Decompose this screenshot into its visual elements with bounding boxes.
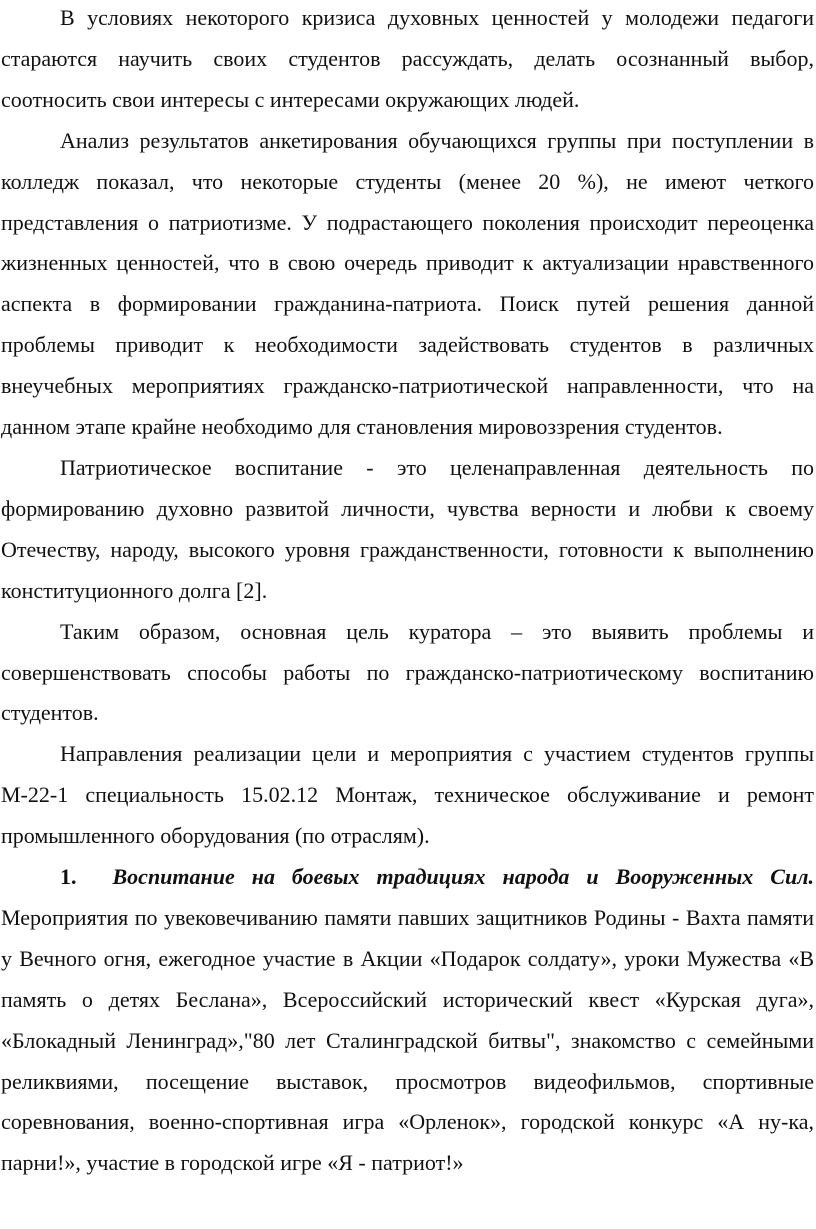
list-item-title: Воспитание на боевых традициях народа и Вооруженных Сил.: [112, 864, 814, 890]
paragraph-intro: В условиях некоторого кризиса духовных ценностей у молодежи педагоги стараются научить своих студентов рассуждать, делать осознанный выбор, соотносить свои интересы с интересами окружающих людей.: [1, 5, 814, 112]
paragraph-curator-goal: Таким образом, основная цель куратора – это выявить проблемы и совершенствовать способы работы по гражданско-патриотическому воспитанию студентов.: [1, 618, 814, 726]
list-item-1: [1, 857, 814, 1184]
paragraph-directions: Направления реализации цели и мероприятия с участием студентов группы М-22-1 специальность 15.02.12 Монтаж, техническое обслуживание и ремонт промышленного оборудования (по отраслям).: [1, 741, 814, 849]
paragraph-patriotic-definition: Патриотическое воспитание - это целенаправленная деятельность по формированию духовно развитой личности, чувства верности и любви к своему Отечеству, народу, высокого уровня гражданственности, готовности к выполнению конституционного долга [2].: [1, 454, 814, 603]
list-item-number: 1.: [60, 864, 77, 890]
paragraph-survey-analysis: Анализ результатов анкетирования обучающихся группы при поступлении в колледж показал, что некоторые студенты (менее 20 %), не имеют четкого представления о патриотизме. У подрастающего поколения происходит переоценка жизненных ценностей, что в свою очередь приводит к актуализации нравственного аспекта в формировании гражданина-патриота. Поиск путей решения данной проблемы приводит к необходимости задействовать студентов в различных внеучебных мероприятиях гражданско-патриотической направленности, что на данном этапе крайне необходимо для становления мировоззрения студентов.: [1, 127, 814, 440]
list-item-text: Мероприятия по увековечиванию памяти павших защитников Родины - Вахта памяти у Вечного огня, ежегодное участие в Акции «Подарок солдату», уроки Мужества «В память о детях Беслана», Всероссийский исторический квест «Курская дуга», «Блокадный Ленинград»,"80 лет Сталинградской битвы", знакомство с семейными реликвиями, посещение выставок, просмотров видеофильмов, спортивные соревнования, военно-спортивная игра «Орленок», городской конкурс «А ну-ка, парни!», участие в городской игре «Я - патриот!»: [1, 904, 814, 1176]
